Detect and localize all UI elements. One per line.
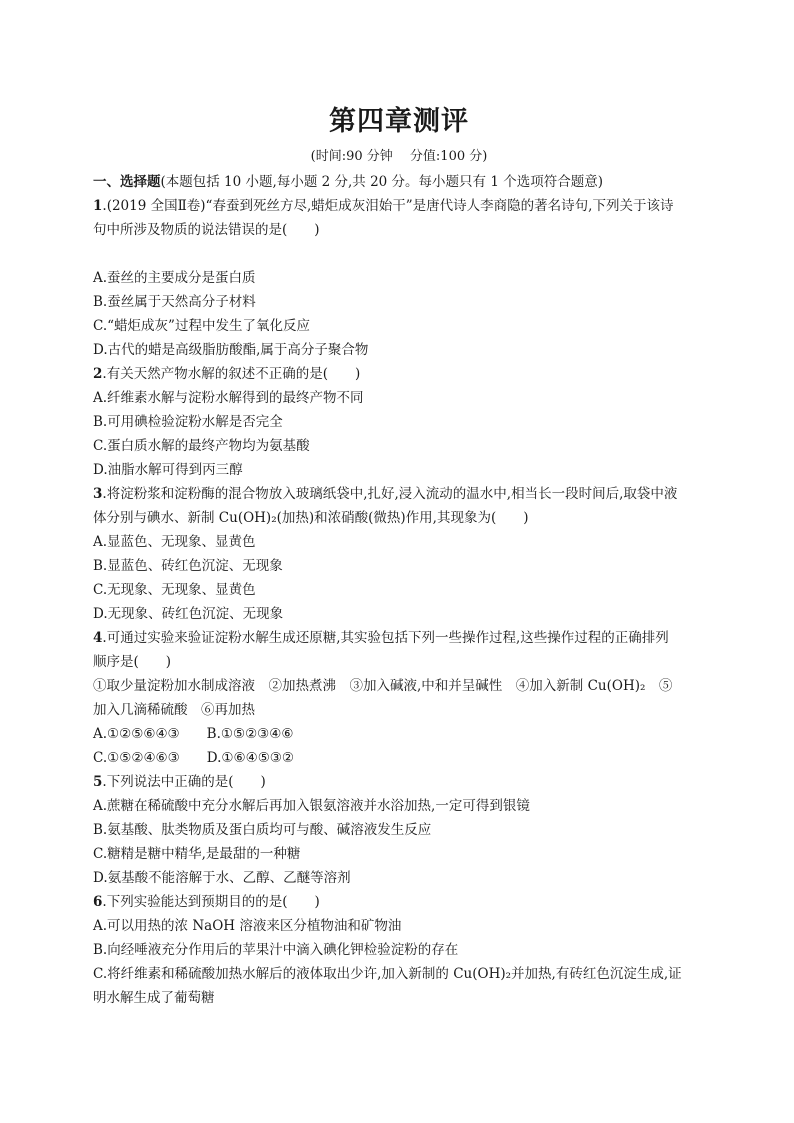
question-text: .下列说法中正确的是( ) — [102, 774, 266, 790]
option-b: B.蚕丝属于天然高分子材料 — [93, 294, 256, 310]
option-d: D.氨基酸不能溶解于水、乙醇、乙醚等溶剂 — [93, 870, 351, 886]
question-stem-line — [93, 482, 705, 506]
question-stem-line: 体分别与碘水、新制 Cu(OH)₂(加热)和浓硝酸(微热)作用,其现象为( ) — [93, 510, 529, 526]
option-c: C.“蜡炬成灰”过程中发生了氧化反应 — [93, 318, 310, 334]
question-6 — [93, 890, 705, 1010]
page-title: 第四章测评 — [329, 106, 469, 137]
option-d: D.油脂水解可得到丙三醇 — [93, 462, 243, 478]
question-3 — [93, 482, 705, 626]
question-text: .将淀粉浆和淀粉酶的混合物放入玻璃纸袋中,扎好,浸入流动的温水中,相当长一段时间后,取袋中液 — [102, 486, 678, 502]
question-stem-line — [93, 362, 705, 386]
question-1 — [93, 194, 705, 362]
question-stem-line: 句中所涉及物质的说法错误的是( ) — [93, 222, 320, 238]
option-row: C.①⑤②④⑥③ D.①⑥④⑤③② — [93, 750, 295, 766]
question-4 — [93, 626, 705, 770]
option-a: A.蔗糖在稀硫酸中充分水解后再加入银氨溶液并水浴加热,一定可得到银镜 — [93, 798, 530, 814]
option-a: A.蚕丝的主要成分是蛋白质 — [93, 270, 256, 286]
question-number: 3 — [93, 486, 103, 502]
option-b: B.可用碘检验淀粉水解是否完全 — [93, 414, 283, 430]
exam-info: (时间:90 分钟 分值:100 分) — [310, 149, 488, 164]
question-text: .有关天然产物水解的叙述不正确的是( ) — [102, 366, 361, 382]
question-steps-line: 加入几滴稀硫酸 ⑥再加热 — [93, 702, 255, 718]
section-description: (本题包括 10 小题,每小题 2 分,共 20 分。每小题只有 1 个选项符合题意) — [160, 174, 603, 190]
question-number: 2 — [93, 366, 103, 382]
option-c: C.将纤维素和稀硫酸加热水解后的液体取出少许,加入新制的 Cu(OH)₂并加热,有砖红色沉淀生成,证 — [93, 966, 682, 982]
question-text: .下列实验能达到预期目的的是( ) — [102, 894, 320, 910]
option-c: C.蛋白质水解的最终产物均为氨基酸 — [93, 438, 310, 454]
option-c: C.糖精是糖中精华,是最甜的一种糖 — [93, 846, 301, 862]
option-a: A.纤维素水解与淀粉水解得到的最终产物不同 — [93, 390, 364, 406]
option-a: A.显蓝色、无现象、显黄色 — [93, 534, 256, 550]
option-b: B.向经唾液充分作用后的苹果汁中滴入碘化钾检验淀粉的存在 — [93, 942, 459, 958]
option-b: B.显蓝色、砖红色沉淀、无现象 — [93, 558, 283, 574]
question-number: 5 — [93, 774, 103, 790]
option-d: D.无现象、砖红色沉淀、无现象 — [93, 606, 284, 622]
question-steps-line: ①取少量淀粉加水制成溶液 ②加热煮沸 ③加入碱液,中和并呈碱性 ④加入新制 Cu(OH)₂ ⑤ — [93, 678, 673, 694]
exam-content — [93, 100, 705, 1010]
section-label: 一、选择题 — [93, 174, 161, 190]
option-c: C.无现象、无现象、显黄色 — [93, 582, 256, 598]
question-stem-line — [93, 194, 705, 218]
question-text: .(2019 全国Ⅱ卷)“春蚕到死丝方尽,蜡炬成灰泪始干”是唐代诗人李商隐的著名诗句,下列关于该诗 — [102, 198, 674, 214]
option-row: A.①②⑤⑥④③ B.①⑤②③④⑥ — [93, 726, 294, 742]
question-2 — [93, 362, 705, 482]
question-text: .可通过实验来验证淀粉水解生成还原糖,其实验包括下列一些操作过程,这些操作过程的正确排列 — [102, 630, 669, 646]
option-a: A.可以用热的浓 NaOH 溶液来区分植物油和矿物油 — [93, 918, 402, 934]
question-number: 4 — [93, 630, 103, 646]
option-d: D.古代的蜡是高级脂肪酸酯,属于高分子聚合物 — [93, 342, 369, 358]
question-stem-line — [93, 626, 705, 650]
question-number: 6 — [93, 894, 103, 910]
question-5 — [93, 770, 705, 890]
option-b: B.氨基酸、肽类物质及蛋白质均可与酸、碱溶液发生反应 — [93, 822, 432, 838]
question-stem-line — [93, 770, 705, 794]
question-number: 1 — [93, 198, 103, 214]
question-stem-line: 顺序是( ) — [93, 654, 172, 670]
section-heading — [93, 170, 705, 194]
option-c-continued: 明水解生成了葡萄糖 — [93, 990, 215, 1006]
answer-space — [93, 242, 705, 266]
question-stem-line — [93, 890, 705, 914]
